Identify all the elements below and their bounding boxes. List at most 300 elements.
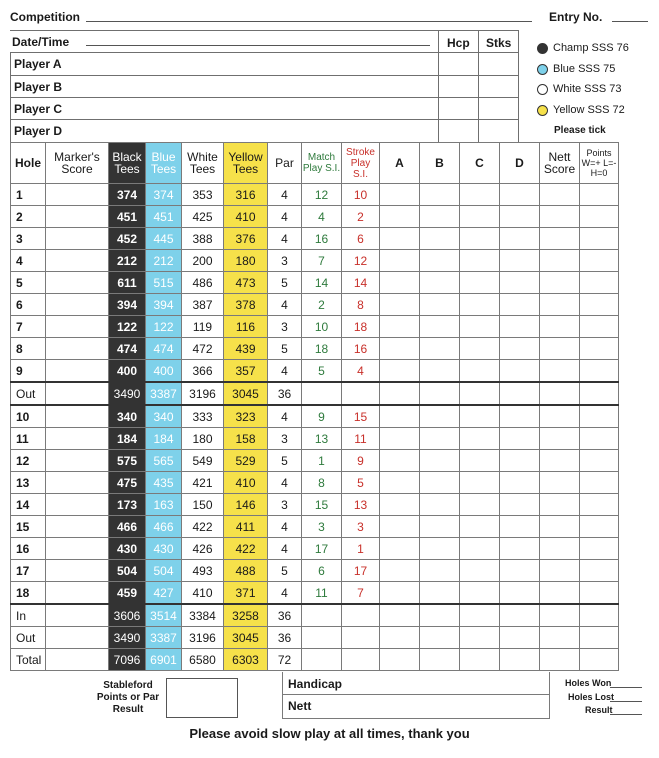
player-d-cell[interactable] [500,560,540,582]
yellow-tees-cell: 180 [224,250,268,272]
yellow-tees-cell: 422 [224,538,268,560]
player-c-cell[interactable] [460,627,500,649]
player-c-cell[interactable] [460,206,500,228]
black-tees-cell: 212 [109,250,146,272]
nett-score-cell[interactable] [540,360,580,383]
black-tees-cell: 451 [109,206,146,228]
player-c-cell[interactable] [460,472,500,494]
entry-no-label: Entry No. [549,10,603,24]
player-b-cell[interactable] [420,604,460,627]
nett-score-cell[interactable] [540,428,580,450]
marker-score-cell[interactable] [46,604,109,627]
nett-score-cell[interactable] [540,582,580,605]
marker-score-cell[interactable] [46,206,109,228]
player-b-cell[interactable] [420,428,460,450]
stroke-si-cell [342,627,380,649]
table-row [11,405,619,428]
header-top-rule [10,30,518,31]
hcp-header: Hcp [447,36,470,50]
white-tees-cell: 387 [182,294,224,316]
yellow-tees-cell: 410 [224,472,268,494]
marker-score-cell[interactable] [46,405,109,428]
player-d-cell[interactable] [500,184,540,206]
blue-tees-cell: 400 [146,360,182,383]
player-a-cell[interactable] [380,428,420,450]
player-b-cell[interactable] [420,538,460,560]
player-c-cell[interactable] [460,184,500,206]
player-c-cell[interactable] [460,405,500,428]
white-tees-cell: 353 [182,184,224,206]
par-cell: 4 [268,184,302,206]
player-a-cell[interactable] [380,494,420,516]
par-cell: 5 [268,560,302,582]
player-b-cell[interactable] [420,516,460,538]
player-d-cell[interactable] [500,206,540,228]
points-cell[interactable] [580,228,619,250]
player-d-label: Player D [14,124,63,138]
par-cell: 72 [268,649,302,671]
marker-score-cell[interactable] [46,184,109,206]
player-c-cell[interactable] [460,428,500,450]
nett-score-cell[interactable] [540,316,580,338]
result-field[interactable] [610,705,642,715]
table-row [11,316,619,338]
legend-label: Yellow SSS 72 [553,104,625,116]
col-points: Points W=+ L=- H=0 [580,143,619,184]
nett-label: Nett [288,699,312,713]
match-si-cell: 1 [302,450,342,472]
header-rule [10,97,518,98]
marker-score-cell[interactable] [46,250,109,272]
player-a-cell[interactable] [380,538,420,560]
table-row [11,272,619,294]
player-b-cell[interactable] [420,294,460,316]
col-white: White Tees [182,143,224,184]
nett-score-cell[interactable] [540,184,580,206]
player-d-cell[interactable] [500,316,540,338]
black-dot-icon [537,43,548,54]
player-c-cell[interactable] [460,582,500,605]
player-c-cell[interactable] [460,250,500,272]
blue-tees-cell: 3387 [146,627,182,649]
points-cell[interactable] [580,382,619,405]
stroke-si-cell [342,604,380,627]
nett-score-cell[interactable] [540,538,580,560]
player-a-cell[interactable] [380,250,420,272]
header-rule [10,52,11,142]
nett-score-cell[interactable] [540,627,580,649]
hole-cell: 8 [11,338,46,360]
legend-yellow[interactable] [537,101,625,119]
stroke-si-cell: 18 [342,316,380,338]
hole-cell: 5 [11,272,46,294]
black-tees-cell: 474 [109,338,146,360]
marker-score-cell[interactable] [46,516,109,538]
player-b-cell[interactable] [420,560,460,582]
points-cell[interactable] [580,294,619,316]
points-cell[interactable] [580,494,619,516]
par-cell: 3 [268,250,302,272]
nett-score-cell[interactable] [540,250,580,272]
table-row [11,428,619,450]
player-b-cell[interactable] [420,272,460,294]
points-cell[interactable] [580,206,619,228]
player-a-cell[interactable] [380,360,420,383]
marker-score-cell[interactable] [46,627,109,649]
player-b-cell[interactable] [420,627,460,649]
yellow-tees-cell: 439 [224,338,268,360]
player-d-cell[interactable] [500,250,540,272]
summary-row [11,649,619,671]
points-cell[interactable] [580,627,619,649]
holes-won-label: Holes Won [565,678,612,688]
player-b-cell[interactable] [420,494,460,516]
points-cell[interactable] [580,582,619,605]
blue-tees-cell: 374 [146,184,182,206]
player-b-cell[interactable] [420,316,460,338]
player-d-cell[interactable] [500,405,540,428]
summary-row [11,627,619,649]
marker-score-cell[interactable] [46,560,109,582]
player-b-cell[interactable] [420,360,460,383]
player-c-cell[interactable] [460,516,500,538]
player-c-cell[interactable] [460,294,500,316]
table-row [11,538,619,560]
player-a-cell[interactable] [380,316,420,338]
player-c-cell[interactable] [460,604,500,627]
points-cell[interactable] [580,272,619,294]
stks-header: Stks [486,36,512,50]
player-b-cell[interactable] [420,206,460,228]
match-si-cell: 4 [302,206,342,228]
white-tees-cell: 366 [182,360,224,383]
points-cell[interactable] [580,250,619,272]
date-time-field[interactable] [86,35,430,46]
table-row [11,184,619,206]
player-d-cell[interactable] [500,627,540,649]
legend-white[interactable] [537,80,621,98]
points-cell[interactable] [580,649,619,671]
par-cell: 4 [268,516,302,538]
nett-score-cell[interactable] [540,494,580,516]
match-si-cell: 17 [302,538,342,560]
entry-no-field[interactable] [612,10,648,22]
nett-score-cell[interactable] [540,604,580,627]
date-time-label: Date/Time [12,35,70,49]
match-si-cell [302,604,342,627]
player-a-cell[interactable] [380,472,420,494]
blue-tees-cell: 445 [146,228,182,250]
nett-score-cell[interactable] [540,228,580,250]
legend-label: Blue SSS 75 [553,63,616,75]
marker-score-cell[interactable] [46,649,109,671]
nett-score-cell[interactable] [540,649,580,671]
col-match-si: Match Play S.I. [302,143,342,184]
yellow-tees-cell: 529 [224,450,268,472]
blue-tees-cell: 394 [146,294,182,316]
match-si-cell: 5 [302,360,342,383]
player-a-cell[interactable] [380,450,420,472]
par-cell: 4 [268,228,302,250]
points-cell[interactable] [580,405,619,428]
black-tees-cell: 466 [109,516,146,538]
points-cell[interactable] [580,338,619,360]
par-cell: 36 [268,627,302,649]
summary-row [11,604,619,627]
player-c-cell[interactable] [460,360,500,383]
player-c-cell[interactable] [460,316,500,338]
blue-tees-cell: 504 [146,560,182,582]
player-a-cell[interactable] [380,604,420,627]
match-si-cell [302,627,342,649]
match-si-cell: 18 [302,338,342,360]
handicap-label: Handicap [288,677,343,691]
marker-score-cell[interactable] [46,582,109,605]
player-a-cell[interactable] [380,382,420,405]
match-si-cell: 2 [302,294,342,316]
col-blue: Blue Tees [146,143,182,184]
competition-label: Competition [10,10,80,24]
marker-score-cell[interactable] [46,338,109,360]
marker-score-cell[interactable] [46,472,109,494]
player-d-cell[interactable] [500,294,540,316]
stroke-si-cell: 1 [342,538,380,560]
player-b-cell[interactable] [420,450,460,472]
player-a-cell[interactable] [380,206,420,228]
par-cell: 4 [268,538,302,560]
player-b-cell[interactable] [420,472,460,494]
player-b-cell[interactable] [420,582,460,605]
points-cell[interactable] [580,316,619,338]
yellow-tees-cell: 473 [224,272,268,294]
player-a-cell[interactable] [380,516,420,538]
marker-score-cell[interactable] [46,316,109,338]
white-tees-cell: 425 [182,206,224,228]
marker-score-cell[interactable] [46,228,109,250]
header-rule [10,75,518,76]
match-si-cell: 11 [302,582,342,605]
par-cell: 5 [268,450,302,472]
par-cell: 36 [268,604,302,627]
nett-score-cell[interactable] [540,560,580,582]
points-cell[interactable] [580,184,619,206]
nett-score-cell[interactable] [540,338,580,360]
hole-cell: 6 [11,294,46,316]
nett-score-cell[interactable] [540,405,580,428]
match-si-cell: 3 [302,516,342,538]
blue-tees-cell: 340 [146,405,182,428]
par-cell: 5 [268,338,302,360]
col-hole: Hole [11,143,46,184]
player-c-cell[interactable] [460,228,500,250]
player-c-cell[interactable] [460,560,500,582]
table-row [11,516,619,538]
points-cell[interactable] [580,516,619,538]
marker-score-cell[interactable] [46,538,109,560]
player-d-cell[interactable] [500,472,540,494]
player-b-cell[interactable] [420,250,460,272]
table-row [11,294,619,316]
player-d-cell[interactable] [500,272,540,294]
marker-score-cell[interactable] [46,272,109,294]
stroke-si-cell: 13 [342,494,380,516]
points-cell[interactable] [580,360,619,383]
stableford-box[interactable] [166,678,238,718]
legend-label: Champ SSS 76 [553,42,629,54]
black-tees-cell: 7096 [109,649,146,671]
white-tees-cell: 119 [182,316,224,338]
competition-field[interactable] [86,10,532,22]
nett-score-cell[interactable] [540,472,580,494]
player-a-cell[interactable] [380,184,420,206]
par-cell: 3 [268,428,302,450]
player-d-cell[interactable] [500,360,540,383]
stroke-si-cell: 5 [342,472,380,494]
player-c-cell[interactable] [460,649,500,671]
stroke-si-cell: 3 [342,516,380,538]
marker-score-cell[interactable] [46,428,109,450]
blue-tees-cell: 184 [146,428,182,450]
player-d-cell[interactable] [500,450,540,472]
marker-score-cell[interactable] [46,450,109,472]
col-b: B [420,143,460,184]
table-row [11,338,619,360]
player-c-cell[interactable] [460,382,500,405]
points-cell[interactable] [580,428,619,450]
nett-score-cell[interactable] [540,294,580,316]
header-rule [438,30,439,142]
nett-score-cell[interactable] [540,272,580,294]
par-cell: 5 [268,272,302,294]
yellow-tees-cell: 3258 [224,604,268,627]
player-a-cell[interactable] [380,338,420,360]
black-tees-cell: 575 [109,450,146,472]
par-cell: 4 [268,472,302,494]
player-a-cell[interactable] [380,228,420,250]
stroke-si-cell: 10 [342,184,380,206]
points-cell[interactable] [580,604,619,627]
blue-tees-cell: 515 [146,272,182,294]
player-b-cell[interactable] [420,405,460,428]
nett-score-cell[interactable] [540,516,580,538]
hole-cell: Total [11,649,46,671]
white-tees-cell: 3196 [182,382,224,405]
player-a-cell[interactable] [380,405,420,428]
marker-score-cell[interactable] [46,494,109,516]
white-tees-cell: 6580 [182,649,224,671]
legend-blue[interactable] [537,60,615,78]
points-cell[interactable] [580,472,619,494]
yellow-tees-cell: 6303 [224,649,268,671]
stroke-si-cell [342,382,380,405]
player-d-cell[interactable] [500,228,540,250]
legend-champ[interactable] [537,39,629,57]
black-tees-cell: 459 [109,582,146,605]
player-d-cell[interactable] [500,516,540,538]
match-si-cell [302,382,342,405]
player-d-cell[interactable] [500,428,540,450]
player-a-cell[interactable] [380,582,420,605]
holes-lost-field[interactable] [610,692,642,702]
hole-cell: 16 [11,538,46,560]
player-c-cell[interactable] [460,450,500,472]
player-d-cell[interactable] [500,582,540,605]
player-a-cell[interactable] [380,649,420,671]
black-tees-cell: 430 [109,538,146,560]
header-rule [478,30,479,142]
white-tees-cell: 3196 [182,627,224,649]
player-c-cell[interactable] [460,338,500,360]
player-d-cell[interactable] [500,649,540,671]
points-cell[interactable] [580,538,619,560]
black-tees-cell: 340 [109,405,146,428]
col-nett: Nett Score [540,143,580,184]
player-d-cell[interactable] [500,604,540,627]
player-d-cell[interactable] [500,494,540,516]
table-row [11,582,619,605]
player-b-cell[interactable] [420,649,460,671]
marker-score-cell[interactable] [46,382,109,405]
white-tees-cell: 3384 [182,604,224,627]
player-c-cell[interactable] [460,494,500,516]
stroke-si-cell: 8 [342,294,380,316]
col-d: D [500,143,540,184]
black-tees-cell: 475 [109,472,146,494]
yellow-tees-cell: 316 [224,184,268,206]
col-c: C [460,143,500,184]
yellow-tees-cell: 146 [224,494,268,516]
player-c-label: Player C [14,102,63,116]
player-d-cell[interactable] [500,338,540,360]
table-row [11,206,619,228]
white-tees-cell: 472 [182,338,224,360]
player-c-cell[interactable] [460,272,500,294]
player-b-cell[interactable] [420,338,460,360]
player-b-cell[interactable] [420,382,460,405]
player-b-cell[interactable] [420,184,460,206]
player-a-cell[interactable] [380,560,420,582]
points-cell[interactable] [580,450,619,472]
nett-score-cell[interactable] [540,450,580,472]
stroke-si-cell [342,649,380,671]
col-black: Black Tees [109,143,146,184]
player-b-label: Player B [14,80,63,94]
nett-score-cell[interactable] [540,382,580,405]
player-b-cell[interactable] [420,228,460,250]
hole-cell: 13 [11,472,46,494]
please-tick-note: Please tick [554,125,606,136]
points-cell[interactable] [580,560,619,582]
blue-tees-cell: 163 [146,494,182,516]
marker-score-cell[interactable] [46,294,109,316]
player-a-cell[interactable] [380,272,420,294]
header-rule [518,30,519,142]
player-d-cell[interactable] [500,538,540,560]
player-d-cell[interactable] [500,382,540,405]
player-a-cell[interactable] [380,627,420,649]
holes-won-field[interactable] [610,678,642,688]
match-si-cell: 7 [302,250,342,272]
player-a-cell[interactable] [380,294,420,316]
stroke-si-cell: 4 [342,360,380,383]
marker-score-cell[interactable] [46,360,109,383]
col-a: A [380,143,420,184]
nett-score-cell[interactable] [540,206,580,228]
par-cell: 36 [268,382,302,405]
white-tees-cell: 388 [182,228,224,250]
blue-tees-cell: 466 [146,516,182,538]
player-c-cell[interactable] [460,538,500,560]
